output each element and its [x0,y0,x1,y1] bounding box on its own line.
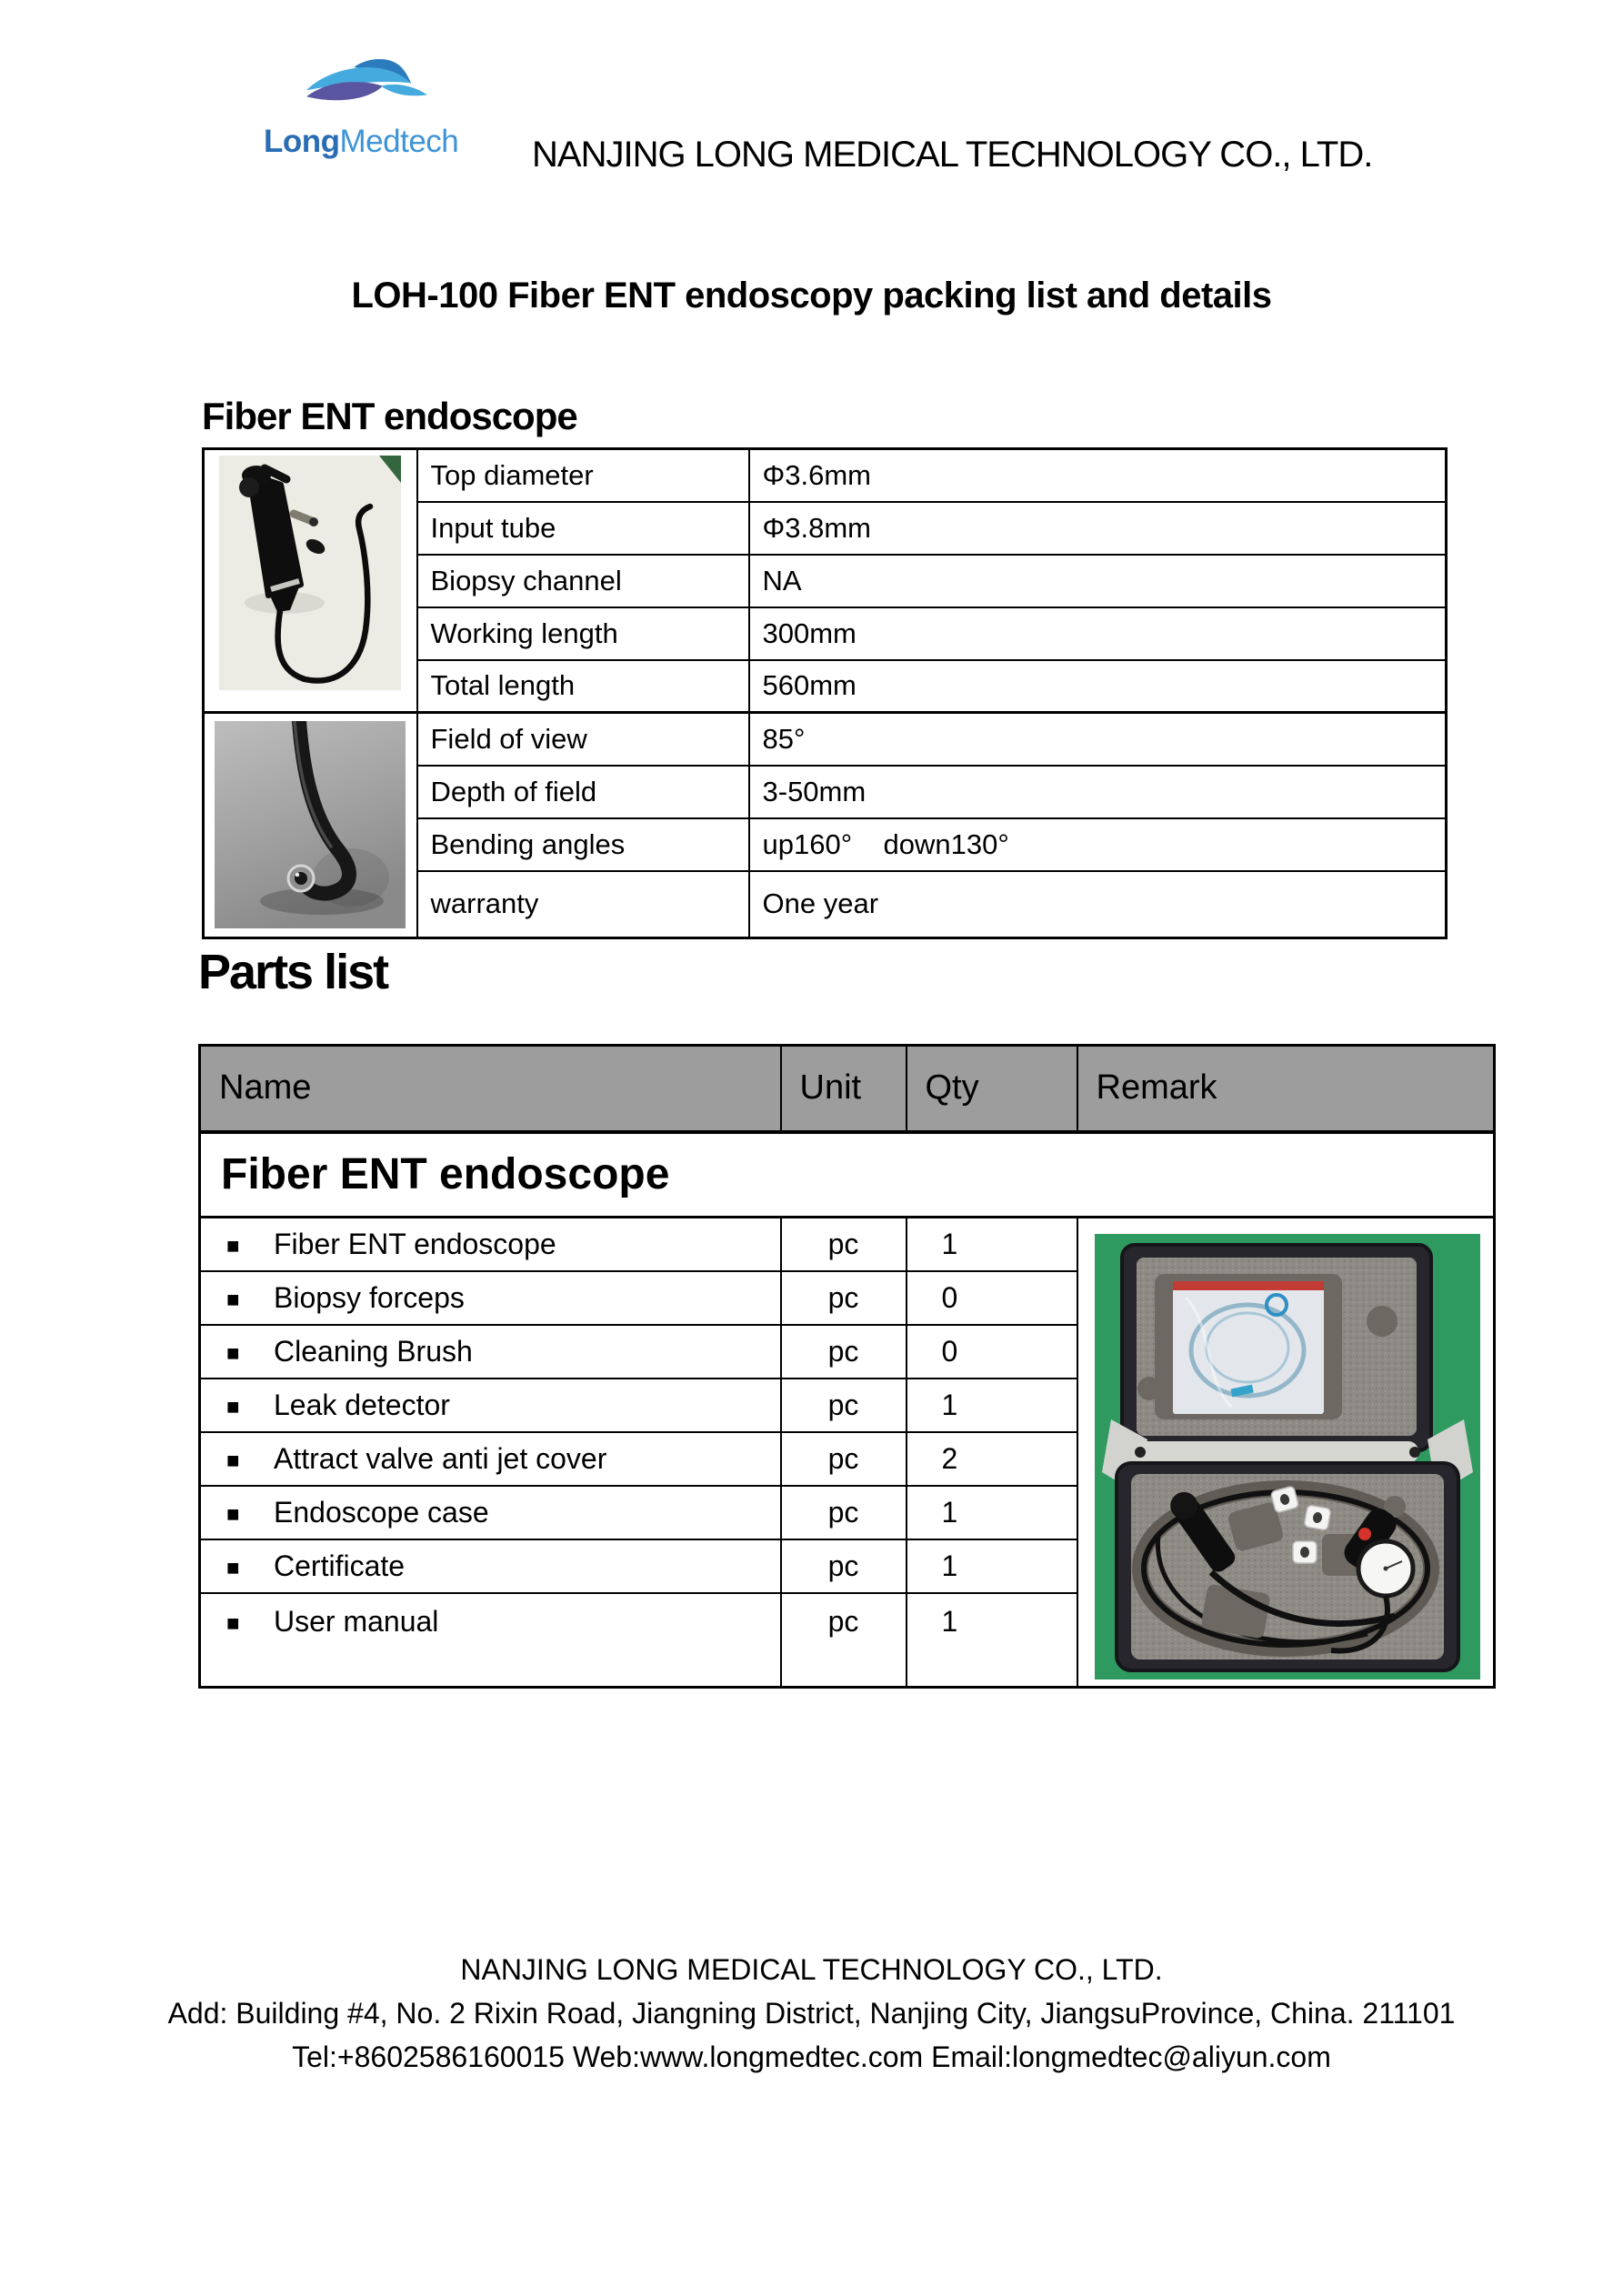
part-name-cell [200,1486,781,1539]
company-name: NANJING LONG MEDICAL TECHNOLOGY CO., LTD. [532,135,1373,175]
brand-wordmark [264,124,500,160]
spec-label: Biopsy channel [417,555,749,607]
part-unit: pc [781,1539,907,1593]
spec-label: Working length [417,607,749,660]
spec-label: Depth of field [417,766,749,818]
part-unit: pc [781,1325,907,1379]
parts-group-header: Fiber ENT endoscope [200,1132,1495,1218]
bullet-square-icon: ■ [226,1448,240,1473]
col-header-remark: Remark [1077,1046,1495,1132]
col-header-qty: Qty [907,1046,1077,1132]
part-name: Cleaning Brush [274,1334,473,1368]
parts-section-heading: Parts list [198,945,388,999]
part-name-cell [200,1271,781,1325]
part-unit: pc [781,1218,907,1271]
part-name-cell [200,1539,781,1593]
part-qty: 2 [907,1432,1077,1486]
footer-contact: Tel:+8602586160015 Web:www.longmedtec.com Email:longmedtec@aliyun.com [292,2040,1331,2073]
document-title: LOH-100 Fiber ENT endoscopy packing list and details [351,276,1272,316]
part-name: User manual [274,1604,439,1638]
part-name: Attract valve anti jet cover [274,1441,607,1475]
part-name: Fiber ENT endoscope [274,1227,556,1260]
part-qty: 1 [907,1486,1077,1539]
footer-company: NANJING LONG MEDICAL TECHNOLOGY CO., LTD. [460,1953,1163,1986]
part-qty: 1 [907,1539,1077,1593]
logo-bird-icon [304,56,431,115]
bullet-square-icon: ■ [226,1233,240,1258]
part-unit: pc [781,1486,907,1539]
part-name-cell [200,1325,781,1379]
part-remark-cell [1077,1218,1495,1688]
part-qty: 1 [907,1593,1077,1688]
bullet-square-icon: ■ [226,1610,240,1636]
spec-section-heading: Fiber ENT endoscope [202,395,577,437]
bullet-square-icon: ■ [226,1555,240,1580]
fiber-endoscope-photo [219,456,401,690]
part-name: Biopsy forceps [274,1280,465,1314]
bullet-square-icon: ■ [226,1340,240,1366]
spec-value: NA [749,555,1447,607]
spec-label: Total length [417,660,749,713]
part-name: Leak detector [274,1388,450,1421]
spec-value: up160° down130° [749,818,1447,871]
part-name-cell [200,1218,781,1271]
bullet-square-icon: ■ [226,1287,240,1312]
part-name-cell [200,1432,781,1486]
spec-label: Field of view [417,713,749,766]
endoscope-case-photo [1095,1234,1480,1679]
parts-table [198,1044,1496,1689]
spec-value: Φ3.8mm [749,502,1447,555]
bullet-square-icon: ■ [226,1501,240,1527]
company-logo [264,49,500,160]
spec-value: 560mm [749,660,1447,713]
page-footer [0,1948,1623,2079]
part-name-cell [200,1593,781,1688]
spec-photo-cell-tip [204,713,417,938]
part-qty: 1 [907,1379,1077,1432]
brand-wordmark-bold: Long [264,124,340,159]
spec-value: One year [749,871,1447,938]
brand-wordmark-light: Medtech [339,124,459,159]
part-unit: pc [781,1593,907,1688]
spec-value: 85° [749,713,1447,766]
spec-value: 300mm [749,607,1447,660]
bullet-square-icon: ■ [226,1394,240,1419]
part-qty: 0 [907,1271,1077,1325]
spec-value: Φ3.6mm [749,449,1447,502]
spec-label: Top diameter [417,449,749,502]
spec-label: Input tube [417,502,749,555]
part-unit: pc [781,1271,907,1325]
spec-table [202,447,1448,939]
part-unit: pc [781,1432,907,1486]
endoscope-tip-photo [215,721,406,928]
spec-label: warranty [417,871,749,938]
col-header-unit: Unit [781,1046,907,1132]
spec-label: Bending angles [417,818,749,871]
table-row [200,1218,1495,1271]
footer-address: Add: Building #4, No. 2 Rixin Road, Jiangning District, Nanjing City, JiangsuProvince, China. 211101 [167,1997,1456,2030]
part-qty: 1 [907,1218,1077,1271]
part-name-cell [200,1379,781,1432]
part-qty: 0 [907,1325,1077,1379]
part-name: Endoscope case [274,1495,489,1529]
spec-photo-cell-endoscope [204,449,417,713]
part-unit: pc [781,1379,907,1432]
spec-value: 3-50mm [749,766,1447,818]
col-header-name: Name [200,1046,781,1132]
part-name: Certificate [274,1549,406,1582]
